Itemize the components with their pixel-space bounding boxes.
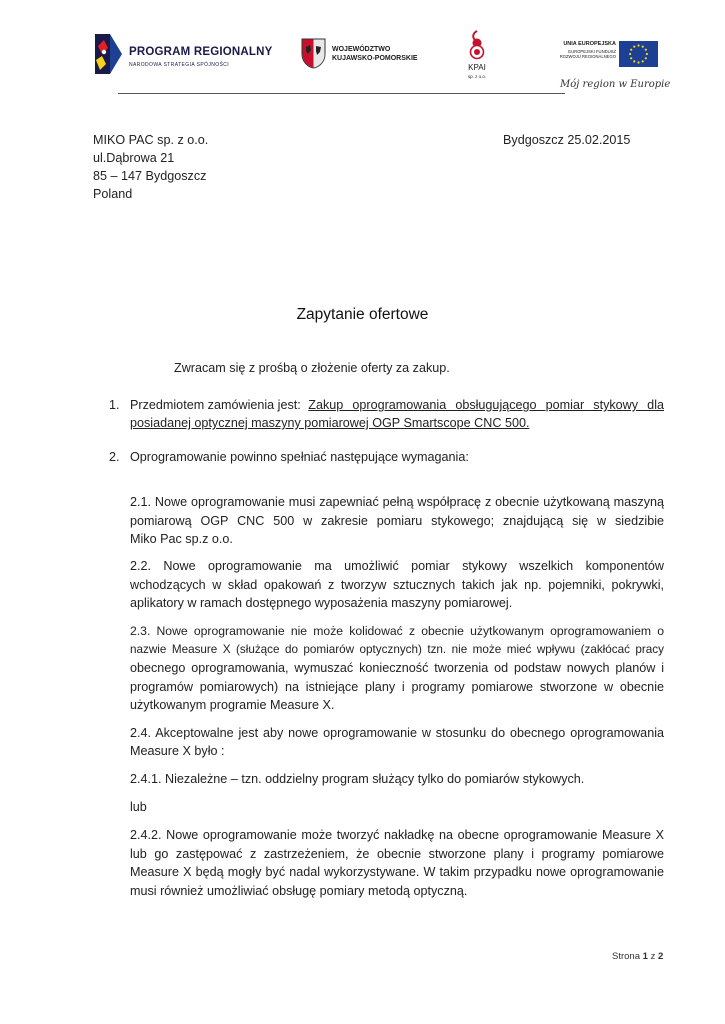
req-2-4-line1: 2.4. Akceptowalne jest aby nowe oprogramowanie w stosunku do obecnego oprogramowania	[130, 726, 664, 740]
req-2-1-line2: pomiarową OGP CNC 500 w zakresie pomiaru stykowego; znajdującą się w siedzibie	[130, 514, 664, 528]
req-2-3-line5: użytkowanym programie Measure X.	[130, 698, 335, 712]
wojewodztwo-line2: KUJAWSKO-POMORSKIE	[332, 55, 418, 62]
document-title: Zapytanie ofertowe	[296, 306, 429, 323]
page-number	[612, 951, 663, 962]
req-2-2-line1: 2.2. Nowe oprogramowanie ma umożliwić pomiar stykowy wszelkich komponentów	[130, 559, 664, 573]
eu-logo	[548, 38, 658, 68]
item2-text: Oprogramowanie powinno spełniać następujące wymagania:	[130, 450, 469, 464]
item2-number: 2.	[109, 450, 120, 464]
req-2-3-line1: 2.3. Nowe oprogramowanie nie może kolidować z obecnie użytkowanym oprogramowaniem o	[130, 624, 664, 638]
eu-line1: UNIA EUROPEJSKA	[563, 41, 616, 47]
item1-subject-line2: posiadanej optycznej maszyny pomiarowej OGP Smartscope CNC 500.	[130, 416, 530, 430]
sender-country: Poland	[93, 187, 133, 201]
sender-postal: 85 – 147 Bydgoszcz	[93, 169, 207, 183]
item1-number: 1.	[109, 398, 120, 412]
program-regionalny-logo	[92, 32, 273, 78]
eu-motto: Mój region w Europie	[560, 79, 671, 90]
coat-of-arms-icon	[301, 38, 326, 69]
kpai-logo	[460, 30, 494, 82]
item1-prefix: Przedmiotem zamówienia jest:	[130, 398, 305, 412]
req-2-3-line2: nazwie Measure X (służące do pomiarów optycznych) tzn. nie może mieć wpływu (zakłócać pracy	[130, 643, 664, 656]
req-2-1-line1: 2.1. Nowe oprogramowanie musi zapewniać pełną współpracę z obecnie użytkowaną maszyną	[130, 495, 664, 509]
header-divider	[118, 93, 565, 94]
place-date: Bydgoszcz 25.02.2015	[503, 133, 631, 147]
intro-text: Zwracam się z prośbą o złożenie oferty za zakup.	[174, 361, 450, 375]
req-2-1-line3: Miko Pac sp.z o.o.	[130, 532, 233, 546]
req-2-4-2-line4: musi również umożliwiać obsługę pomiary metodą optyczną.	[130, 884, 468, 898]
eu-line2: EUROPEJSKI FUNDUSZ	[568, 49, 616, 54]
sender-street: ul.Dąbrowa 21	[93, 151, 175, 165]
item1-subject-line1: Zakup oprogramowania obsługującego pomiar stykowy dla	[308, 398, 664, 412]
req-2-4-2-line2: lub go zastępować z zastrzeżeniem, że obecnie stworzone plany i programy pomiarowe	[130, 847, 664, 861]
eu-flag-icon	[619, 41, 658, 67]
wojewodztwo-line1: WOJEWÓDZTWO	[332, 46, 391, 53]
page-label: Strona	[612, 951, 640, 962]
page-total: 2	[657, 951, 664, 962]
program-regionalny-emblem-icon	[92, 32, 124, 76]
req-2-2-line2: wchodzących w skład opakowań z tworzyw sztucznych takich jak np. pojemniki, pokrywki,	[130, 578, 664, 592]
sender-company: MIKO PAC sp. z o.o.	[93, 133, 209, 147]
req-2-4-2-line1: 2.4.2. Nowe oprogramowanie może tworzyć nakładkę na obecne oprogramowanie Measure X	[130, 828, 664, 842]
req-2-2-line3: aplikatory w ramach dostępnego wyposażenia maszyny pomiarowej.	[130, 596, 513, 610]
kpai-sub: sp. z o.o.	[467, 74, 487, 79]
program-title: PROGRAM REGIONALNY	[129, 46, 273, 58]
eu-line3: ROZWOJU REGIONALNEGO	[559, 54, 616, 59]
req-2-4-line2: Measure X było :	[130, 744, 225, 758]
program-subtitle: NARODOWA STRATEGIA SPÓJNOŚCI	[129, 62, 230, 68]
req-2-4-1: 2.4.1. Niezależne – tzn. oddzielny program służący tylko do pomiarów stykowych.	[130, 772, 585, 786]
kpai-name: KPAI	[468, 63, 486, 72]
page-current: 1	[642, 951, 648, 962]
req-2-4-2-line3: Measure X będą mogły być nadal wykorzystywane. W takim przypadku nowe oprogramowanie	[130, 865, 664, 879]
req-2-3-line3: obecnego oprogramowania, wymuszać konieczność tworzenia od podstaw nowych planów i	[130, 661, 664, 675]
req-or-text: lub	[130, 800, 147, 814]
req-2-3-line4: programów pomiarowych) na istniejące plany i programy pomiarowe stworzone w obecnie	[130, 680, 664, 694]
item1-line1	[130, 396, 664, 415]
wojewodztwo-logo	[301, 38, 426, 72]
page-of: z	[650, 951, 656, 962]
kpai-emblem-icon	[467, 30, 487, 60]
